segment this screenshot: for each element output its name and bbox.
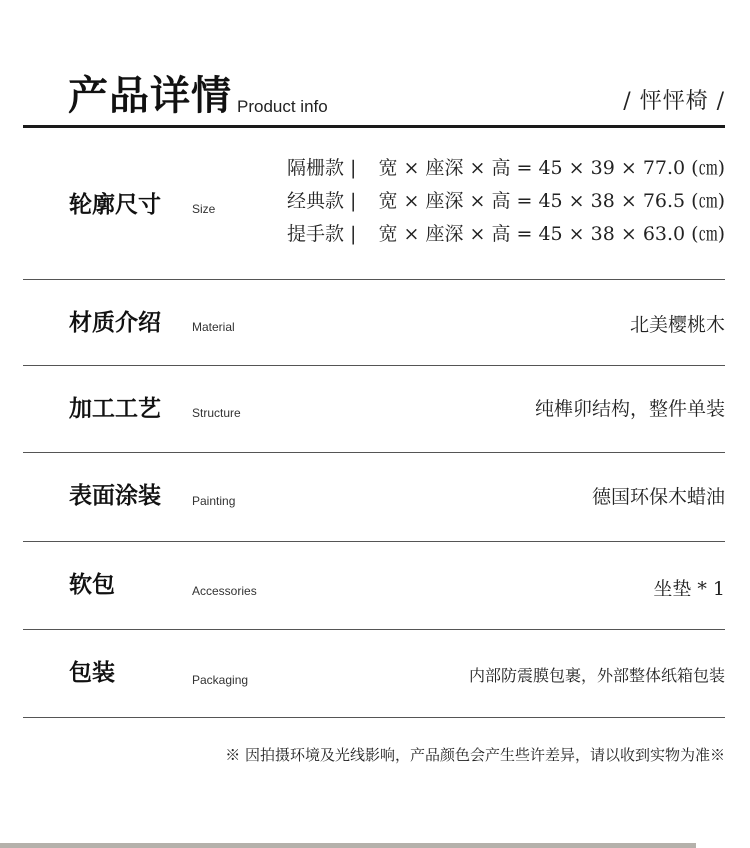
- size-type-label: 提手款 |: [287, 223, 357, 245]
- spec-sub-structure: Structure: [192, 406, 241, 420]
- size-dimensions: 宽 × 座深 × 高 = 45 × 39 × 77.0 (㎝): [378, 157, 725, 179]
- spec-row-material: [23, 280, 725, 366]
- bottom-bar: [0, 843, 696, 848]
- spec-row-size: [23, 130, 725, 280]
- size-line-handle: [287, 221, 725, 254]
- spec-row-packaging: [23, 630, 725, 718]
- spec-sub-size: Size: [192, 202, 216, 216]
- size-line-classic: [287, 188, 725, 221]
- spec-sub-accessories: Accessories: [192, 584, 257, 598]
- spec-row-painting: [23, 453, 725, 542]
- spec-label-size: 轮廓尺寸: [69, 191, 161, 218]
- size-type-label: 经典款 |: [287, 190, 357, 212]
- header-divider: [23, 125, 725, 128]
- spec-value-accessories: 坐垫 * 1: [653, 578, 725, 600]
- spec-value-structure: 纯榫卯结构，整件单装: [534, 398, 725, 420]
- spec-label-packaging: 包装: [69, 659, 115, 686]
- page-title: 产品详情: [68, 72, 232, 119]
- spec-sub-material: Material: [192, 320, 235, 334]
- spec-value-painting: 德国环保木蜡油: [591, 486, 725, 508]
- spec-value-material: 北美樱桃木: [629, 314, 725, 336]
- size-line-grille: [287, 155, 725, 188]
- page-header: [0, 0, 750, 130]
- product-name: / 怦怦椅 /: [623, 89, 725, 114]
- size-dimensions: 宽 × 座深 × 高 = 45 × 38 × 76.5 (㎝): [378, 190, 725, 212]
- spec-row-accessories: [23, 542, 725, 630]
- spec-sub-painting: Painting: [192, 494, 236, 508]
- spec-label-accessories: 软包: [69, 571, 115, 598]
- spec-value-packaging: 内部防震膜包裹，外部整体纸箱包装: [468, 666, 725, 685]
- size-type-label: 隔栅款 |: [287, 157, 357, 179]
- page-subtitle: Product info: [237, 97, 328, 116]
- spec-label-structure: 加工工艺: [69, 395, 161, 422]
- size-dimension-list: [287, 155, 725, 254]
- spec-row-structure: [23, 366, 725, 453]
- spec-label-material: 材质介绍: [69, 309, 161, 336]
- spec-sub-packaging: Packaging: [192, 673, 249, 687]
- row-divider: [23, 717, 725, 718]
- spec-label-painting: 表面涂装: [69, 482, 161, 509]
- size-dimensions: 宽 × 座深 × 高 = 45 × 38 × 63.0 (㎝): [378, 223, 725, 245]
- disclaimer-note: ※ 因拍摄环境及光线影响，产品颜色会产生些许差异，请以收到实物为准※: [225, 746, 725, 764]
